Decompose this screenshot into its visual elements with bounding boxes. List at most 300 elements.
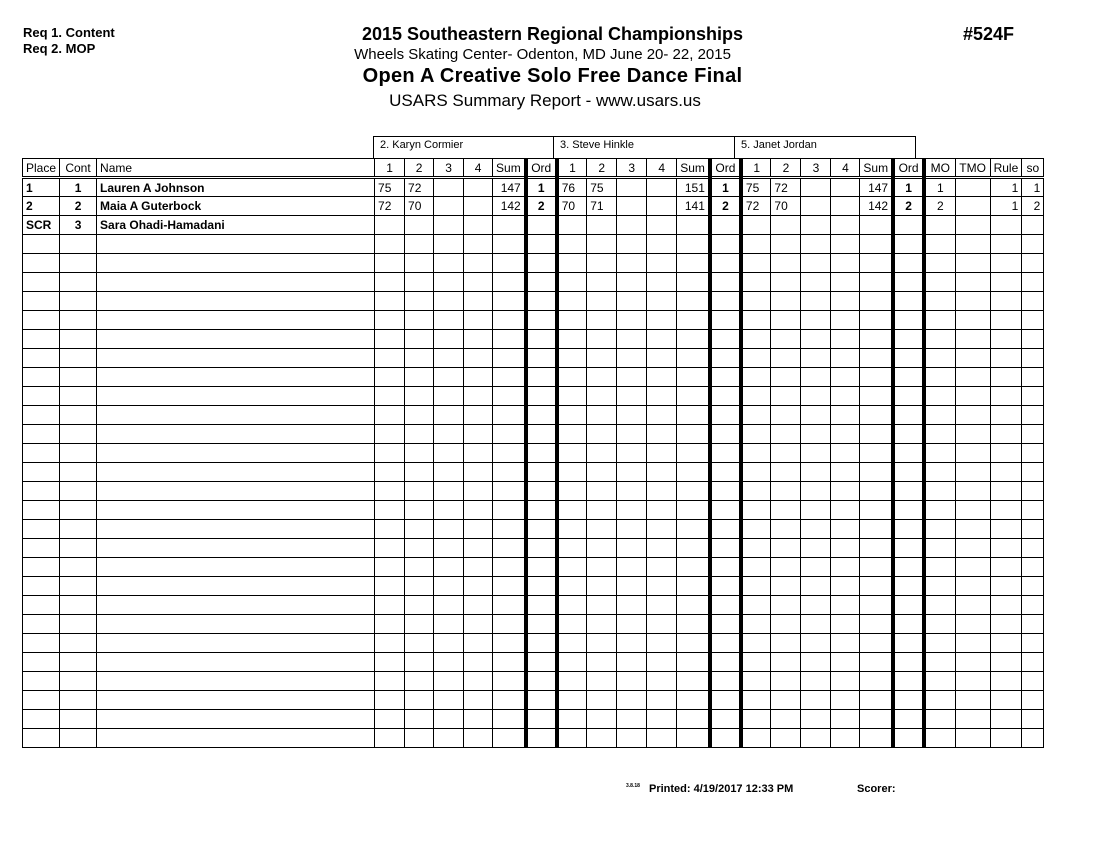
place-cell [23,311,60,330]
score-cell [831,729,860,748]
ordinal-cell: 1 [710,178,741,197]
mo-cell [924,539,955,558]
report-title: USARS Summary Report - www.usars.us [389,91,701,110]
ordinal-cell [893,254,924,273]
ordinal-cell [893,311,924,330]
score-cell [557,311,587,330]
ordinal-cell [893,501,924,520]
rule-cell [990,501,1022,520]
tmo-cell [955,311,990,330]
table-row [23,406,1044,425]
mo-cell [924,349,955,368]
score-cell [464,653,493,672]
score-cell [771,330,801,349]
score-cell [464,710,493,729]
score-cell: 72 [771,178,801,197]
score-cell [464,691,493,710]
score-cell [557,596,587,615]
cont-cell [60,558,97,577]
score-cell [771,520,801,539]
ordinal-cell: 2 [526,197,557,216]
sum-cell [493,463,526,482]
score-cell [801,558,831,577]
rule-cell [990,634,1022,653]
place-cell [23,273,60,292]
sum-cell [860,216,893,235]
tmo-cell [955,178,990,197]
score-cell [801,596,831,615]
rule-cell [990,444,1022,463]
score-cell [405,330,434,349]
score-cell [771,235,801,254]
score-cell [617,197,647,216]
sum-cell [860,596,893,615]
score-cell [771,311,801,330]
rule-cell [990,292,1022,311]
score-cell [831,311,860,330]
ordinal-cell: 1 [893,178,924,197]
score-cell [405,729,434,748]
rule-cell [990,615,1022,634]
table-row [23,444,1044,463]
cont-cell [60,311,97,330]
skater-name: Sara Ohadi-Hamadani [97,216,375,235]
score-cell [375,482,405,501]
sum-cell [860,311,893,330]
score-cell [375,501,405,520]
score-cell [617,634,647,653]
sum-cell [677,558,710,577]
sum-cell [860,425,893,444]
score-cell [464,330,493,349]
score-cell [464,558,493,577]
sum-cell [860,558,893,577]
score-cell [647,691,677,710]
ordinal-cell [526,273,557,292]
sum-cell [860,501,893,520]
table-row [23,197,1044,216]
cont-cell [60,539,97,558]
rule-cell [990,463,1022,482]
score-cell [617,444,647,463]
rule-cell [990,710,1022,729]
ordinal-cell [710,653,741,672]
score-cell [375,387,405,406]
score-cell [647,197,677,216]
place-cell [23,691,60,710]
col-j3-3: 3 [801,159,831,178]
ordinal-cell [710,216,741,235]
sum-cell [860,368,893,387]
sum-cell [860,273,893,292]
score-cell [434,653,464,672]
score-cell [647,273,677,292]
skater-name [97,254,375,273]
skater-name [97,577,375,596]
score-cell [801,216,831,235]
score-cell [405,425,434,444]
rule-cell: 1 [990,178,1022,197]
score-cell [405,634,434,653]
score-cell [801,710,831,729]
score-cell [831,387,860,406]
ordinal-cell [710,254,741,273]
col-so: so [1022,159,1044,178]
place-cell [23,482,60,501]
score-cell [557,482,587,501]
score-cell [405,292,434,311]
rule-cell [990,520,1022,539]
mo-cell [924,634,955,653]
score-cell [434,691,464,710]
mo-cell [924,235,955,254]
ordinal-cell [710,235,741,254]
table-row [23,216,1044,235]
skater-name [97,634,375,653]
score-cell [587,596,617,615]
sum-cell [677,425,710,444]
col-cont: Cont [60,159,97,178]
ordinal-cell [893,273,924,292]
score-cell [831,710,860,729]
scorer-label: Scorer: [857,783,896,795]
place-cell [23,444,60,463]
rule-cell [990,368,1022,387]
cont-cell [60,634,97,653]
score-cell [375,520,405,539]
score-cell [587,482,617,501]
score-cell [557,235,587,254]
ordinal-cell [710,349,741,368]
score-cell [831,197,860,216]
score-cell [464,444,493,463]
score-cell [647,596,677,615]
score-cell: 72 [375,197,405,216]
mo-cell [924,254,955,273]
score-cell [434,577,464,596]
col-j2-1: 1 [557,159,587,178]
place-cell [23,558,60,577]
judge-header-2: 3. Steve Hinkle [553,136,735,158]
score-cell [434,197,464,216]
so-cell [1022,235,1044,254]
cont-cell [60,254,97,273]
so-cell [1022,634,1044,653]
table-row [23,387,1044,406]
col-j2-4: 4 [647,159,677,178]
score-cell [801,482,831,501]
score-cell [771,539,801,558]
so-cell [1022,501,1044,520]
table-row [23,254,1044,273]
ordinal-cell [526,254,557,273]
sum-cell [860,691,893,710]
score-cell [801,349,831,368]
sum-cell: 142 [493,197,526,216]
place-cell [23,729,60,748]
score-cell [434,596,464,615]
ordinal-cell [893,444,924,463]
score-cell [464,634,493,653]
score-cell: 72 [405,178,434,197]
ordinal-cell [893,653,924,672]
ordinal-cell [526,463,557,482]
score-cell [587,368,617,387]
sum-cell: 147 [493,178,526,197]
score-cell [405,501,434,520]
score-cell [464,539,493,558]
col-place: Place [23,159,60,178]
ordinal-cell [526,729,557,748]
tmo-cell [955,463,990,482]
score-cell [801,330,831,349]
col-j3-sum: Sum [860,159,893,178]
header-row [23,159,1044,178]
score-cell [617,254,647,273]
ordinal-cell [710,292,741,311]
score-cell [771,444,801,463]
mo-cell [924,311,955,330]
so-cell [1022,368,1044,387]
place-cell [23,387,60,406]
score-cell [434,482,464,501]
table-row [23,273,1044,292]
cont-cell [60,577,97,596]
score-cell [587,273,617,292]
ordinal-cell [526,634,557,653]
results-table [22,158,1044,748]
score-cell [647,406,677,425]
score-cell [741,368,771,387]
ordinal-cell [526,615,557,634]
tmo-cell [955,216,990,235]
score-cell [647,653,677,672]
score-cell [375,729,405,748]
ordinal-cell [893,349,924,368]
ordinal-cell [893,463,924,482]
score-cell [405,672,434,691]
score-cell [617,691,647,710]
score-cell [587,615,617,634]
score-cell [771,672,801,691]
table-row [23,235,1044,254]
table-row [23,482,1044,501]
score-cell [375,292,405,311]
skater-name [97,406,375,425]
score-cell [557,273,587,292]
score-cell [434,520,464,539]
place-cell [23,501,60,520]
place-cell [23,520,60,539]
championship-title: 2015 Southeastern Regional Championships [361,24,744,44]
score-cell [647,710,677,729]
ordinal-cell [710,425,741,444]
score-cell [464,501,493,520]
score-cell [741,425,771,444]
score-cell [375,653,405,672]
sum-cell [493,710,526,729]
score-cell [771,691,801,710]
place-cell [23,577,60,596]
sum-cell [677,463,710,482]
ordinal-cell [526,406,557,425]
mo-cell: 1 [924,178,955,197]
cont-cell: 2 [60,197,97,216]
skater-name [97,539,375,558]
tmo-cell [955,197,990,216]
score-cell [587,406,617,425]
skater-name [97,330,375,349]
sum-cell [493,292,526,311]
place-cell [23,235,60,254]
score-cell [741,653,771,672]
score-cell [741,444,771,463]
sum-cell [677,729,710,748]
cont-cell [60,444,97,463]
event-number: #524F [963,24,1015,44]
sum-cell [677,387,710,406]
ordinal-cell [526,425,557,444]
place-cell [23,653,60,672]
tmo-cell [955,425,990,444]
sum-cell [677,596,710,615]
score-cell: 70 [405,197,434,216]
score-cell [741,482,771,501]
sum-cell [493,254,526,273]
score-cell [831,444,860,463]
score-cell [587,558,617,577]
score-cell [741,330,771,349]
score-cell [405,577,434,596]
score-cell [617,596,647,615]
score-cell [434,634,464,653]
ordinal-cell [710,387,741,406]
table-row [23,330,1044,349]
skater-name [97,311,375,330]
score-cell [617,311,647,330]
score-cell [464,615,493,634]
ordinal-cell [893,672,924,691]
table-row [23,558,1044,577]
score-cell [557,444,587,463]
ordinal-cell [893,216,924,235]
sum-cell: 141 [677,197,710,216]
cont-cell [60,368,97,387]
score-cell [434,311,464,330]
ordinal-cell [893,710,924,729]
ordinal-cell [710,710,741,729]
score-cell [464,672,493,691]
col-j1-1: 1 [375,159,405,178]
score-cell [647,216,677,235]
score-cell [405,539,434,558]
score-cell [405,710,434,729]
score-cell [464,596,493,615]
ordinal-cell [710,729,741,748]
sum-cell [677,710,710,729]
sum-cell [677,254,710,273]
col-j2-3: 3 [617,159,647,178]
score-cell [647,558,677,577]
score-cell [405,273,434,292]
score-cell [831,330,860,349]
score-cell [831,425,860,444]
score-cell [801,273,831,292]
score-cell [434,425,464,444]
score-cell [557,691,587,710]
sum-cell: 147 [860,178,893,197]
score-cell [587,672,617,691]
score-cell [617,425,647,444]
sum-cell [493,425,526,444]
sum-cell [860,463,893,482]
sum-cell [677,368,710,387]
skater-name [97,729,375,748]
score-cell [741,710,771,729]
score-cell [617,463,647,482]
score-cell [617,178,647,197]
mo-cell [924,501,955,520]
score-cell [434,292,464,311]
sum-cell [860,444,893,463]
score-cell [617,235,647,254]
so-cell [1022,577,1044,596]
skater-name [97,292,375,311]
score-cell [375,254,405,273]
rule-cell [990,596,1022,615]
cont-cell [60,653,97,672]
score-cell: 72 [741,197,771,216]
score-cell [587,463,617,482]
place-cell [23,672,60,691]
score-cell [375,463,405,482]
rule-cell [990,577,1022,596]
sum-cell [677,235,710,254]
rule-cell [990,539,1022,558]
score-cell [617,520,647,539]
tmo-cell [955,539,990,558]
sum-cell [493,406,526,425]
cont-cell [60,729,97,748]
score-cell [405,558,434,577]
skater-name [97,444,375,463]
cont-cell [60,387,97,406]
score-cell [831,691,860,710]
sum-cell [677,672,710,691]
score-cell [557,463,587,482]
score-cell [801,539,831,558]
mo-cell [924,216,955,235]
score-cell [405,444,434,463]
score-cell [741,501,771,520]
col-tmo: TMO [955,159,990,178]
score-cell [557,254,587,273]
score-cell [587,425,617,444]
skater-name [97,235,375,254]
score-cell [557,634,587,653]
score-cell [434,349,464,368]
ordinal-cell [893,387,924,406]
ordinal-cell [710,615,741,634]
score-cell [831,596,860,615]
sum-cell [860,349,893,368]
score-cell [801,254,831,273]
cont-cell [60,273,97,292]
score-cell [801,729,831,748]
mo-cell [924,577,955,596]
ordinal-cell [893,368,924,387]
score-cell [771,634,801,653]
